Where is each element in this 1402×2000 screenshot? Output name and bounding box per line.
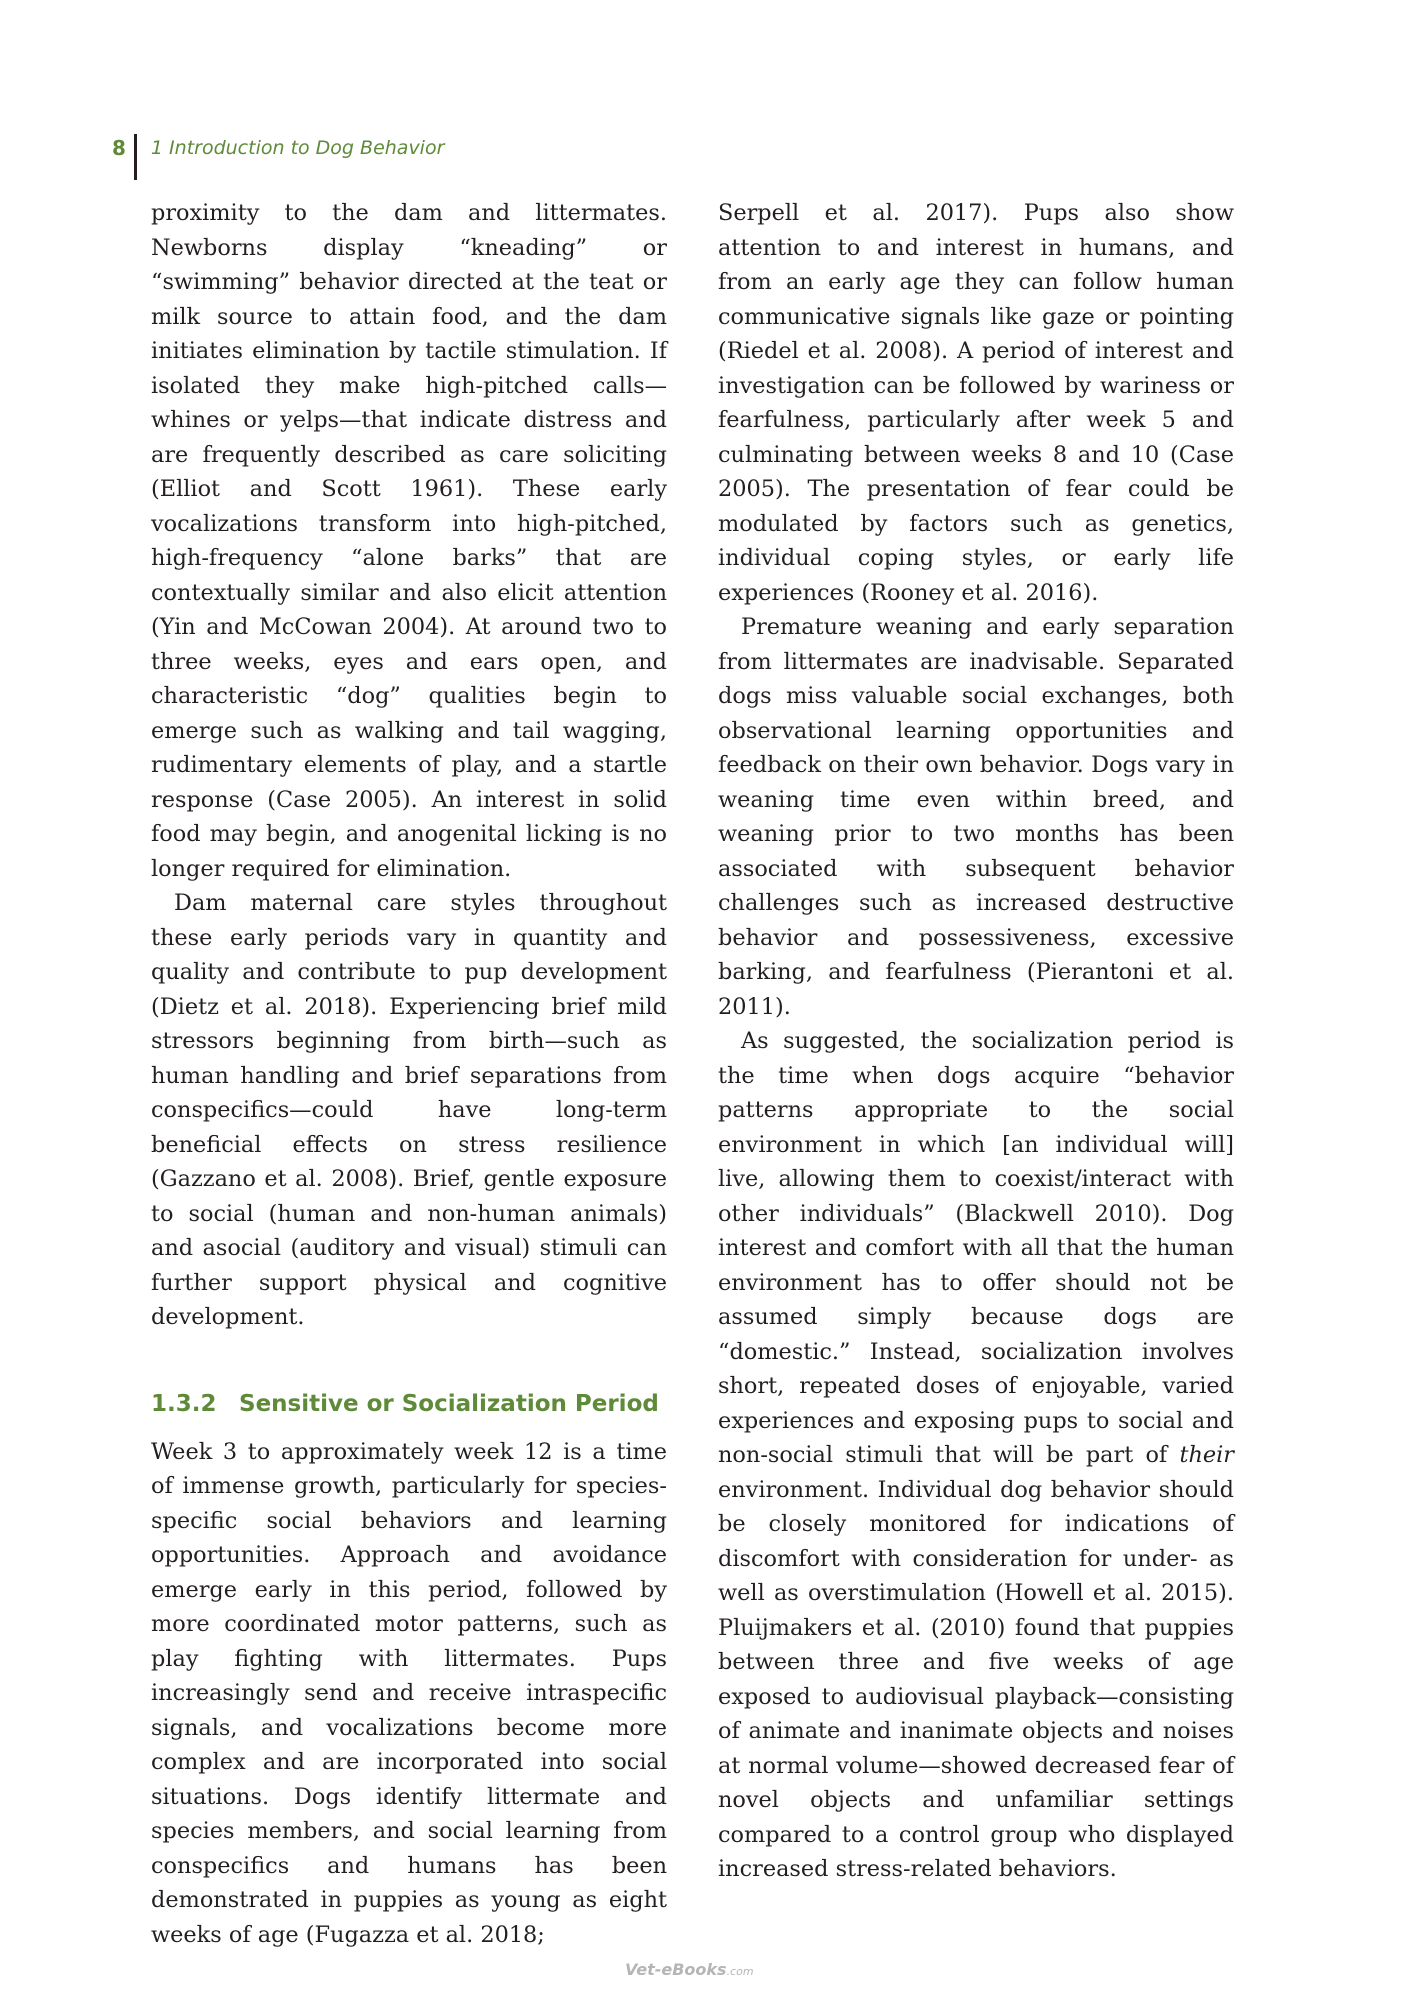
- paragraph: Week 3 to approximately week 12 is a time of immense growth, particularly for species-specific social behaviors and learning opportunities. Approach and avoidance emerge early in this period, followed by more coordinated motor patterns, such as play fighting with littermates. Pups increasingly send and receive intraspecific signals, and vocalizations become more complex and are incorporated into social situations. Dogs identify littermate and species members, and social learning from conspecifics and humans has been demonstrated in puppies as young as eight weeks of age (Fugazza et al. 2018;: [151, 1438, 667, 1948]
- paragraph: Premature weaning and early separation from littermates are inadvisable. Separated dogs miss valuable social exchanges, both observational learning opportunities and feedback on their own behavior. Dogs vary in weaning time even within breed, and weaning prior to two months has been associated with subsequent behavior challenges such as increased destructive behavior and possessiveness, excessive barking, and fearfulness (Pierantoni et al. 2011).: [718, 614, 1234, 1020]
- section-heading: [151, 1387, 667, 1421]
- paragraph: [718, 1024, 1234, 1887]
- running-head: [112, 134, 444, 180]
- right-column: [718, 196, 1234, 1887]
- chapter-title: 1 Introduction to Dog Behavior: [150, 137, 445, 159]
- paragraph-text: environment. Individual dog behavior should be closely monitored for indications of discomfort with consideration for under- as well as overstimulation (Howell et al. 2015). Pluijmakers et al. (2010) found that puppies between three and five weeks of age exposed to audiovisual playback—consisting of animate and inanimate objects and noises at normal volume—showed decreased fear of novel objects and unfamiliar settings compared to a control group who displayed increased stress-related behaviors.: [718, 1476, 1234, 1882]
- paragraph: Serpell et al. 2017). Pups also show attention to and interest in humans, and from an early age they can follow human communicative signals like gaze or pointing (Riedel et al. 2008). A period of interest and investigation can be followed by wariness or fearfulness, particularly after week 5 and culminating between weeks 8 and 10 (Case 2005). The presentation of fear could be modulated by factors such as genetics, individual coping styles, or early life experiences (Rooney et al. 2016).: [718, 200, 1234, 606]
- section-title: Sensitive or Socialization Period: [239, 1390, 659, 1417]
- emphasis-text: their: [1179, 1442, 1234, 1468]
- paragraph: Dam maternal care styles throughout these early periods vary in quantity and quality and contribute to pup development (Dietz et al. 2018). Experiencing brief mild stressors beginning from birth—such as human handling and brief separations from conspecifics—could have long-term beneficial effects on stress resilience (Gazzano et al. 2008). Brief, gentle exposure to social (human and non-human animals) and asocial (auditory and visual) stimuli can further support physical and cognitive development.: [151, 890, 667, 1330]
- paragraph-text: As suggested, the socialization period is the time when dogs acquire “behavior patterns appropriate to the social environment in which [an individual will] live, allowing them to coexist/interact with other individuals” (Blackwell 2010). Dog interest and comfort with all that the human environment has to offer should not be assumed simply because dogs are “domestic.” Instead, socialization involves short, repeated doses of enjoyable, varied experiences and exposing pups to social and non-social stimuli that will be part of: [718, 1028, 1234, 1468]
- left-column: [151, 196, 667, 1952]
- watermark: [625, 1960, 754, 1979]
- watermark-brand: Vet-eBooks: [625, 1960, 727, 1979]
- header-divider: [134, 134, 137, 180]
- watermark-domain: .com: [726, 1965, 754, 1978]
- paragraph: proximity to the dam and littermates. Newborns display “kneading” or “swimming” behavior directed at the teat or milk source to attain food, and the dam initiates elimination by tactile stimulation. If isolated they make high-pitched calls—whines or yelps—that indicate distress and are frequently described as care soliciting (Elliot and Scott 1961). These early vocalizations transform into high-pitched, high-frequency “alone barks” that are contextually similar and also elicit attention (Yin and McCowan 2004). At around two to three weeks, eyes and ears open, and characteristic “dog” qualities begin to emerge such as walking and tail wagging, rudimentary elements of play, and a startle response (Case 2005). An interest in solid food may begin, and anogenital licking is no longer required for elimination.: [151, 200, 667, 882]
- section-number: 1.3.2: [151, 1390, 217, 1417]
- page-number: 8: [112, 136, 126, 160]
